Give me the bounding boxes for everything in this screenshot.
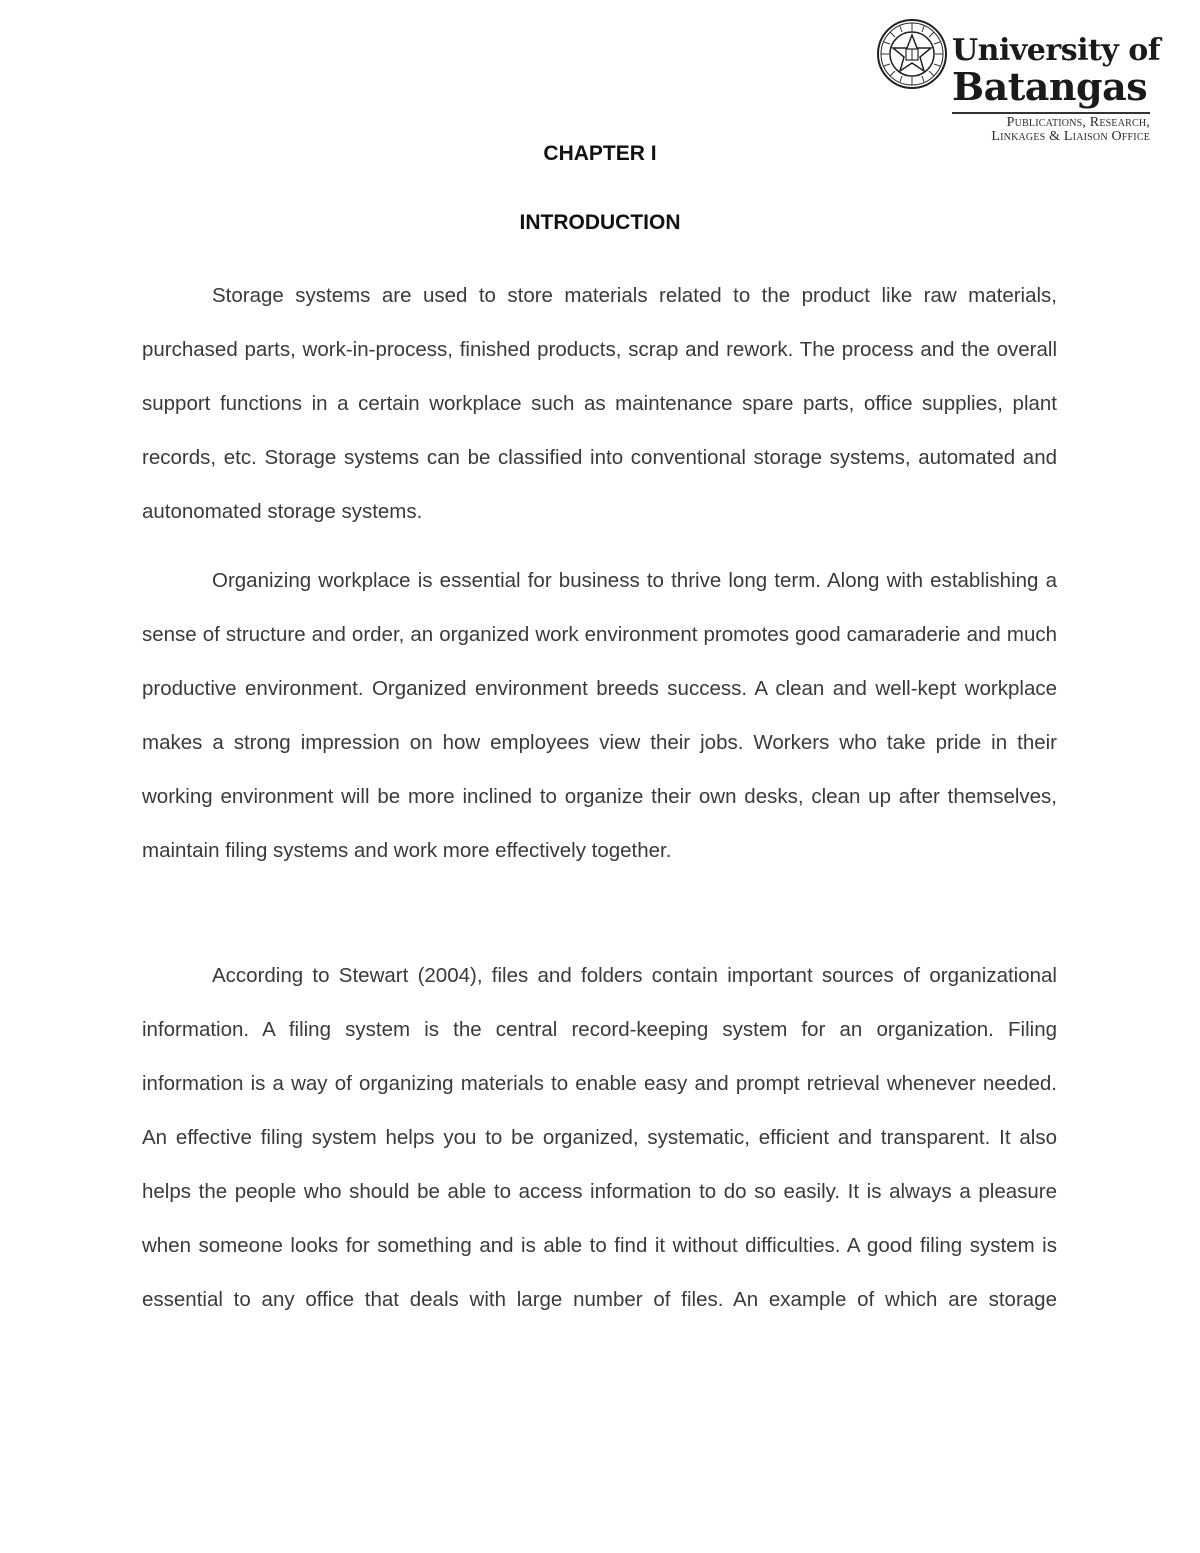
logo-divider [952, 112, 1150, 114]
office-name-line2: Linkages & Liaison Office [991, 129, 1150, 144]
university-logo [876, 18, 1161, 144]
university-name-line1: University of [952, 33, 1161, 68]
university-seal-icon [876, 18, 948, 90]
chapter-heading: CHAPTER I [543, 142, 657, 165]
body-paragraph: According to Stewart (2004), files and folders contain important sources of organizational information. A filing system is the central record-keeping system for an organization. Filing information is a way of organizing materials to enable easy and prompt retrieval whenever needed. An effective filing system helps you to be organized, systematic, efficient and transparent. It also helps the people who should be able to access information to do so easily. It is always a pleasure when someone looks for something and is able to find it without difficulties. A good filing system is essential to any office that deals with large number of files. An example of which are storage [142, 964, 1057, 1311]
paragraph-block-2 [142, 554, 1057, 878]
office-name-line1: Publications, Research, [1006, 115, 1150, 130]
section-title: INTRODUCTION [519, 211, 681, 234]
body-paragraph: Storage systems are used to store materials related to the product like raw materials, purchased parts, work-in-process, finished products, scrap and rework. The process and the overall support functions in a certain workplace such as maintenance spare parts, office supplies, plant records, etc. Storage systems can be classified into conventional storage systems, automated and autonomated storage systems. [142, 284, 1057, 523]
paragraph-block-3 [142, 949, 1057, 1327]
body-paragraph: Organizing workplace is essential for business to thrive long term. Along with establishing a sense of structure and order, an organized work environment promotes good camaraderie and much productive environment. Organized environment breeds success. A clean and well-kept workplace makes a strong impression on how employees view their jobs. Workers who take pride in their working environment will be more inclined to organize their own desks, clean up after themselves, maintain filing systems and work more effectively together. [142, 569, 1057, 862]
paragraph-block-1 [142, 269, 1057, 539]
university-name-line2: Batangas [952, 64, 1148, 109]
